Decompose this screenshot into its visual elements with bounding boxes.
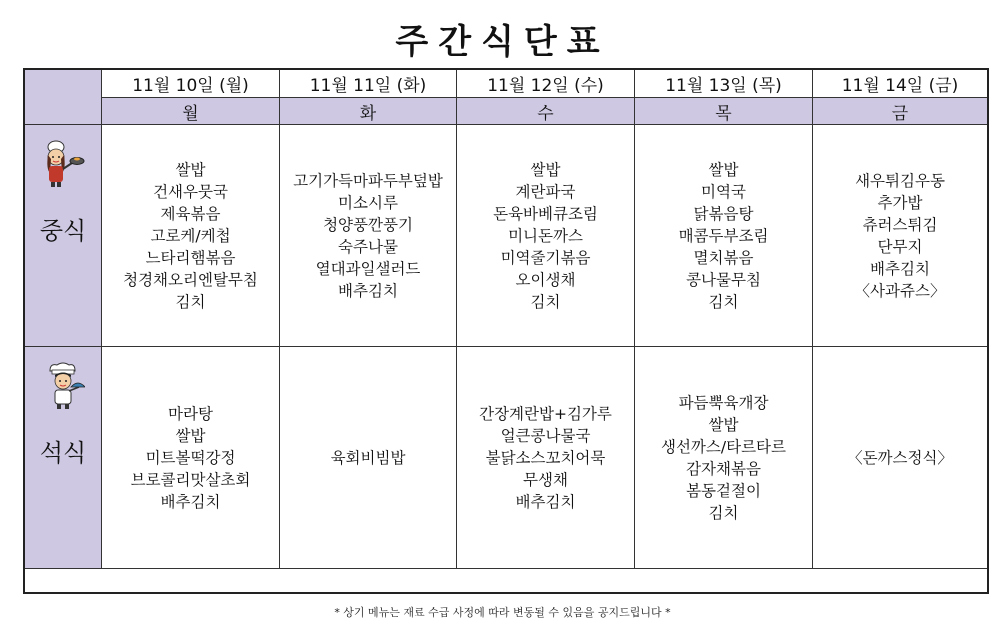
dinner-menu-mon — [102, 347, 280, 569]
dinner-label-cell — [25, 347, 102, 569]
menu-item: 쌀밥 — [708, 160, 739, 179]
menu-item: 불닭소스꼬치어묵 — [485, 448, 606, 467]
menu-item: 미역국 — [701, 182, 746, 201]
menu-item: 쌀밥 — [708, 415, 739, 434]
menu-item: 숙주나물 — [338, 237, 398, 256]
menu-item: 느타리햄볶음 — [145, 248, 236, 267]
table-corner — [25, 70, 102, 125]
lunch-menu-thu — [635, 125, 813, 347]
lunch-menu-wed — [457, 125, 635, 347]
weekday-header-tue: 화 — [280, 98, 457, 125]
dinner-label: 석식 — [39, 439, 87, 467]
menu-item: 새우튀김우동 — [855, 171, 945, 190]
menu-item: 오이생채 — [515, 270, 576, 289]
menu-item: 배추김치 — [160, 492, 221, 511]
lunch-menu-fri — [813, 125, 987, 347]
menu-item: 감자채볶음 — [686, 459, 761, 478]
footnote: * 상기 메뉴는 재료 수급 사정에 따라 변동될 수 있음을 공지드립니다 * — [334, 606, 671, 619]
menu-item: 츄러스튀김 — [862, 215, 938, 234]
menu-item: 돈육바베큐조림 — [493, 204, 598, 223]
lunch-label-cell — [25, 125, 102, 347]
menu-table — [23, 68, 989, 594]
menu-item: 쌀밥 — [530, 160, 561, 179]
menu-item: 배추김치 — [870, 259, 930, 278]
menu-item: 고기가득마파두부덮밥 — [293, 171, 443, 190]
page-title: 주간식단표 — [395, 22, 610, 62]
lunch-menu-tue — [280, 125, 457, 347]
date-header-thu: 11월 13일 (목) — [635, 70, 813, 98]
menu-item: 건새우뭇국 — [153, 182, 228, 201]
menu-item: 미트볼떡강정 — [145, 448, 236, 467]
menu-item: 제육볶음 — [160, 204, 221, 223]
menu-item: 고로케/케첩 — [150, 226, 231, 245]
menu-item: 〈사과쥬스〉 — [854, 281, 946, 300]
menu-item: 파듬뿍육개장 — [678, 393, 769, 412]
menu-item: 김치 — [530, 292, 561, 311]
menu-item: 마라탕 — [168, 404, 213, 423]
weekday-header-thu: 목 — [635, 98, 813, 125]
menu-item: 미소시루 — [338, 193, 398, 212]
menu-item: 간장계란밥+김가루 — [479, 404, 612, 423]
weekday-header-mon: 월 — [102, 98, 280, 125]
menu-item: 배추김치 — [338, 281, 398, 300]
menu-item: 쌀밥 — [175, 160, 206, 179]
weekday-header-wed: 수 — [457, 98, 635, 125]
lunch-label: 중식 — [39, 217, 87, 245]
chef-boy-serving-dish-icon — [41, 361, 85, 411]
table-footer-row — [25, 569, 987, 592]
weekday-header-fri: 금 — [813, 98, 987, 125]
menu-item: 미니돈까스 — [508, 226, 583, 245]
menu-item: 계란파국 — [515, 182, 576, 201]
menu-item: 열대과일샐러드 — [315, 259, 421, 278]
menu-item: 김치 — [708, 292, 739, 311]
menu-item: 〈돈까스정식〉 — [847, 448, 953, 467]
date-header-fri: 11월 14일 (금) — [813, 70, 987, 98]
dinner-menu-fri — [813, 347, 987, 569]
menu-item: 배추김치 — [515, 492, 576, 511]
date-header-mon: 11월 10일 (월) — [102, 70, 280, 98]
menu-item: 콩나물무침 — [686, 270, 761, 289]
menu-item: 육회비빔밥 — [330, 448, 406, 467]
dinner-menu-tue — [280, 347, 457, 569]
menu-item: 김치 — [708, 503, 739, 522]
menu-item: 생선까스/타르타르 — [660, 437, 786, 456]
menu-item: 김치 — [175, 292, 206, 311]
menu-item: 브로콜리맛살초회 — [130, 470, 251, 489]
dinner-menu-thu — [635, 347, 813, 569]
menu-item: 청양풍깐풍기 — [323, 215, 413, 234]
menu-item: 닭볶음탕 — [693, 204, 754, 223]
menu-item: 얼큰콩나물국 — [500, 426, 591, 445]
menu-item: 무생채 — [523, 470, 568, 489]
menu-item: 추가밥 — [877, 193, 923, 212]
date-header-tue: 11월 11일 (화) — [280, 70, 457, 98]
chef-girl-frying-pan-icon — [41, 139, 85, 189]
menu-item: 멸치볶음 — [693, 248, 754, 267]
menu-item: 매콤두부조림 — [678, 226, 769, 245]
lunch-menu-mon — [102, 125, 280, 347]
menu-item: 봄동겉절이 — [686, 481, 761, 500]
menu-item: 단무지 — [877, 237, 923, 256]
date-header-wed: 11월 12일 (수) — [457, 70, 635, 98]
menu-item: 미역줄기볶음 — [500, 248, 591, 267]
dinner-menu-wed — [457, 347, 635, 569]
menu-item: 쌀밥 — [175, 426, 206, 445]
menu-item: 청경채오리엔탈무침 — [123, 270, 258, 289]
